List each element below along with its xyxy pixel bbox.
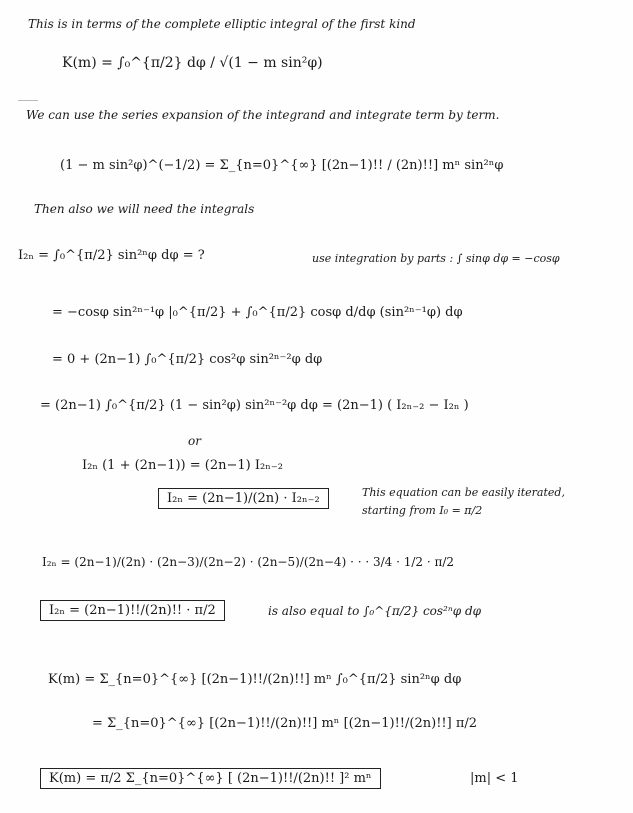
step-1: = −cosφ sin²ⁿ⁻¹φ |₀^{π/2} + ∫₀^{π/2} cosφ d/dφ (sin²ⁿ⁻¹φ) dφ xyxy=(52,305,463,320)
then-text: Then also we will need the integrals xyxy=(34,202,255,216)
also-equal-text: is also equal to ∫₀^{π/2} cos²ⁿφ dφ xyxy=(268,604,482,618)
convergence-condition: |m| < 1 xyxy=(470,771,519,786)
step-2: = 0 + (2n−1) ∫₀^{π/2} cos²φ sin²ⁿ⁻²φ dφ xyxy=(52,352,323,367)
recurrence-note: This equation can be easily iterated, starting from I₀ = π/2 xyxy=(362,486,565,517)
expansion-equation: (1 − m sin²φ)^(−1/2) = Σ_{n=0}^{∞} [(2n−1)!! / (2n)!!] mⁿ sin²ⁿφ xyxy=(60,158,504,173)
series-text: We can use the series expansion of the integrand and integrate term by term. xyxy=(26,108,500,122)
intro-line: This is in terms of the complete elliptic integral of the first kind xyxy=(28,17,416,31)
or-text: or xyxy=(188,434,201,448)
step-4: I₂ₙ (1 + (2n−1)) = (2n−1) I₂ₙ₋₂ xyxy=(82,458,283,473)
result-boxed: I₂ₙ = (2n−1)!!/(2n)!! · π/2 xyxy=(40,600,225,621)
i2n-definition: I₂ₙ = ∫₀^{π/2} sin²ⁿφ dφ = ? xyxy=(18,248,205,263)
recurrence-boxed: I₂ₙ = (2n−1)/(2n) · I₂ₙ₋₂ xyxy=(158,488,329,509)
integration-by-parts-note: use integration by parts : ∫ sinφ dφ = −cosφ xyxy=(312,252,560,265)
k-sum-1: K(m) = Σ_{n=0}^{∞} [(2n−1)!!/(2n)!!] mⁿ ∫₀^{π/2} sin²ⁿφ dφ xyxy=(48,672,462,687)
k-definition: K(m) = ∫₀^{π/2} dφ / √(1 − m sin²φ) xyxy=(62,55,323,71)
page-mark xyxy=(18,100,38,101)
final-result-boxed: K(m) = π/2 Σ_{n=0}^{∞} [ (2n−1)!!/(2n)!! ]² mⁿ xyxy=(40,768,381,789)
step-3: = (2n−1) ∫₀^{π/2} (1 − sin²φ) sin²ⁿ⁻²φ dφ = (2n−1) ( I₂ₙ₋₂ − I₂ₙ ) xyxy=(40,398,469,413)
product-expansion: I₂ₙ = (2n−1)/(2n) · (2n−3)/(2n−2) · (2n−5)/(2n−4) · · · 3/4 · 1/2 · π/2 xyxy=(42,555,455,569)
k-sum-2: = Σ_{n=0}^{∞} [(2n−1)!!/(2n)!!] mⁿ [(2n−1)!!/(2n)!!] π/2 xyxy=(92,716,478,731)
